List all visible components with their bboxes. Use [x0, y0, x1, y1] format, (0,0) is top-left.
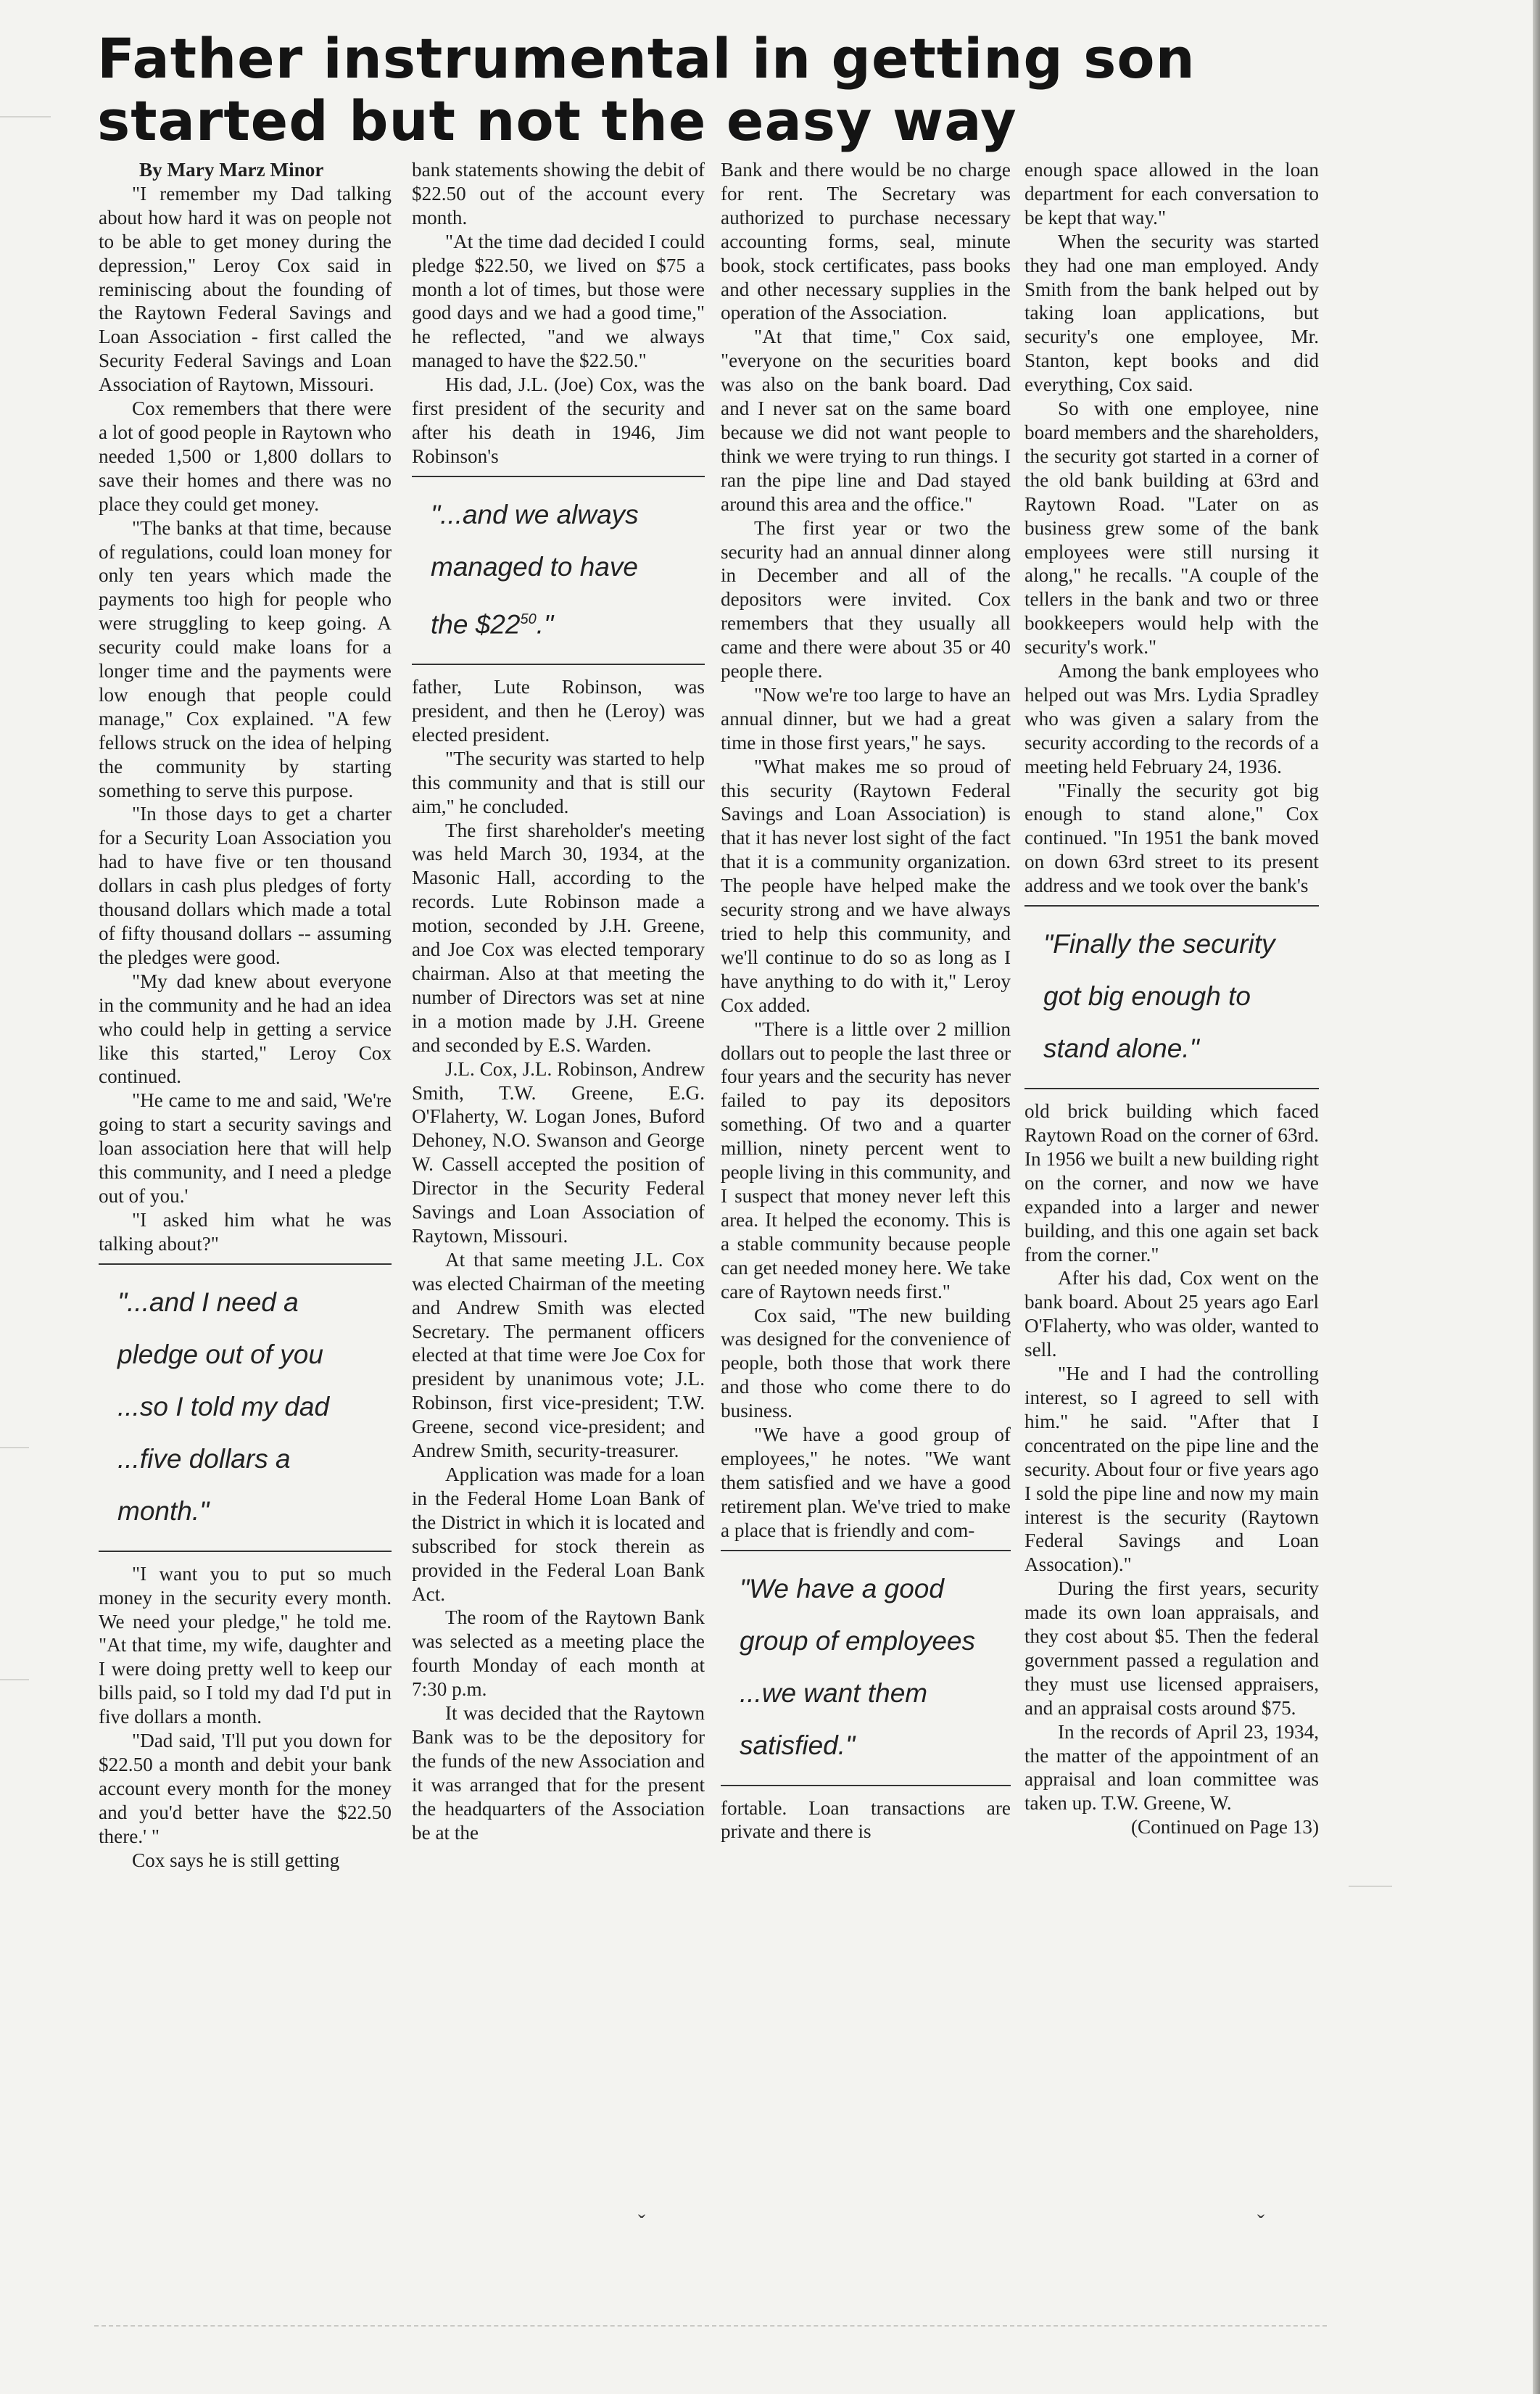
- pull-quote: [99, 1263, 392, 1552]
- paragraph: "I remember my Dad talking about how hard it was on people not to be able to get money during the depression," Leroy Cox said in reminiscing about the founding of the Raytown Federal Savings and Loan Association - first called the Security Federal Savings and Loan Association of Raytown, Missouri.: [99, 182, 392, 396]
- pull-quote-line: ...five dollars a: [117, 1443, 291, 1474]
- fold-line: [94, 2325, 1327, 2327]
- paragraph: "Dad said, 'I'll put you down for $22.50 a month and debit your bank account every month for the money and you'd better have the $22.50 there.' ": [99, 1730, 392, 1847]
- paragraph: So with one employee, nine board members and the shareholders, the security got started in a corner of the old bank building at 63rd and Raytown Road. "Later on as business grew some of the bank employees were still nursing it along," he recalls. "A couple of the tellers in the bank and two or three bookkeepers would help with the security's work.": [1024, 397, 1319, 659]
- paragraph: When the security was started they had one man employed. Andy Smith from the bank helped out by taking loan applications, but security's one employee, Mr. Stanton, kept books and did everything, Cox said.: [1024, 230, 1319, 396]
- pull-quote-line: "We have a good: [740, 1573, 944, 1603]
- pull-quote: [721, 1550, 1011, 1786]
- paragraph: "What makes me so proud of this security (Raytown Federal Savings and Loan Association) is that it has never lost sight of the fact that it is a community organization. The people have helped make the security strong and we have always tried to help this community, and we'll continue to do so as long as I have anything to do with it," Leroy Cox added.: [721, 755, 1011, 1016]
- paragraph: "The security was started to help this community and that is still our aim," he concluded.: [412, 747, 705, 817]
- paragraph: "My dad knew about everyone in the community and he had an idea who could help in getting a service like this started," Leroy Cox continued.: [99, 970, 392, 1088]
- pull-quote-line: got big enough to: [1043, 981, 1251, 1012]
- pull-quote: [412, 476, 705, 665]
- paragraph: In the records of April 23, 1934, the matter of the appointment of an appraisal and loan committee was taken up. T.W. Greene, W.: [1024, 1720, 1319, 1815]
- column-2: [412, 158, 705, 1845]
- paragraph: It was decided that the Raytown Bank was to be the depository for the funds of the new Association and it was arranged that for the present the headquarters of the Association be at the: [412, 1702, 705, 1844]
- column-1: [99, 158, 392, 1872]
- paragraph: "He and I had the controlling interest, so I agreed to sell with him." he said. "After that I concentrated on the pipe line and the security. About four or five years ago I sold the pipe line and now my main interest is the security (Raytown Federal Savings and Loan Assocation).": [1024, 1363, 1319, 1576]
- paragraph: Cox said, "The new building was designed for the convenience of people, both those that work there and those who come there to do business.: [721, 1304, 1011, 1422]
- pull-quote-line: stand alone.": [1043, 1033, 1199, 1064]
- paragraph: fortable. Loan transactions are private and there is: [721, 1796, 1011, 1843]
- pull-quote-amount: the $22: [431, 609, 521, 640]
- paragraph: The first year or two the security had an annual dinner along in December and all of the depositors were invited. Cox remembers that they usually all came and there were about 35 or 40 people there.: [721, 516, 1011, 682]
- paragraph: bank statements showing the debit of $22.50 out of the account every month.: [412, 159, 705, 228]
- column-4: [1024, 158, 1319, 1839]
- paragraph: "The banks at that time, because of regulations, could loan money for only ten years which made the payments too high for people who were struggling to keep going. A security could make loans for a longer time and the payments were low enough that people could manage," Cox explained. "A few fellows struck on the idea of helping the community by starting something to serve this purpose.: [99, 516, 392, 801]
- paragraph: Among the bank employees who helped out was Mrs. Lydia Spradley who was given a salary from the security according to the records of a meeting held February 24, 1936.: [1024, 660, 1319, 777]
- pull-quote-line: managed to have: [431, 551, 638, 582]
- pull-quote-line: "...and we always: [431, 499, 639, 529]
- paragraph: The first shareholder's meeting was held March 30, 1934, at the Masonic Hall, according to the records. Lute Robinson made a motion, seconded by J.H. Greene, and Joe Cox was elected temporary chairman. Also at that meeting the number of Directors was set at nine in a motion made by J.H. Greene and seconded by E.S. Warden.: [412, 819, 705, 1056]
- paragraph: "I asked him what he was talking about?": [99, 1208, 392, 1255]
- paragraph: "I want you to put so much money in the security every month. We need your pledge," he told me. "At that time, my wife, daughter and I were doing pretty well to keep our bills paid, so I told my dad I'd put in five dollars a month.: [99, 1562, 392, 1728]
- paragraph: "We have a good group of employees," he notes. "We want them satisfied and we have a good retirement plan. We've tried to make a place that is friendly and com-: [721, 1424, 1011, 1541]
- paragraph: "In those days to get a charter for a Security Loan Association you had to have five or ten thousand dollars in cash plus pledges of forty thousand dollars which made a total of fifty thousand dollars -- assuming the pledges were good.: [99, 803, 392, 968]
- column-mark: ˇ: [1257, 2211, 1264, 2234]
- pull-quote-line: satisfied.": [740, 1730, 856, 1760]
- paragraph: The room of the Raytown Bank was selected as a meeting place the fourth Monday of each month at 7:30 p.m.: [412, 1606, 705, 1701]
- paragraph: enough space allowed in the loan department for each conversation to be kept that way.": [1024, 159, 1319, 228]
- headline: Father instrumental in getting son started but not the easy way: [97, 26, 1196, 153]
- pull-quote-line: pledge out of you: [117, 1339, 323, 1369]
- paragraph: "He came to me and said, 'We're going to start a security savings and loan association here that will help this community, and I need a pledge out of you.': [99, 1089, 392, 1207]
- margin-mark: [0, 1679, 29, 1680]
- pull-quote-line: [431, 593, 705, 651]
- pull-quote-line: "Finally the security: [1043, 929, 1275, 959]
- paragraph: "At the time dad decided I could pledge $22.50, we lived on $75 a month a lot of times, but those were good days and we had a good time," he reflected, "and we always managed to have the $22.50.": [412, 230, 705, 372]
- pull-quote-close: .": [536, 609, 554, 640]
- pull-quote-cents: 50: [520, 611, 537, 627]
- paragraph: "Finally the security got big enough to stand alone," Cox continued. "In 1951 the bank moved on down 63rd street to its present address and we took over the bank's: [1024, 779, 1319, 897]
- pull-quote-line: group of employees: [740, 1625, 975, 1656]
- paragraph: His dad, J.L. (Joe) Cox, was the first president of the security and after his death in 1946, Jim Robinson's: [412, 373, 705, 467]
- pull-quote: [1024, 905, 1319, 1089]
- paragraph: At that same meeting J.L. Cox was elected Chairman of the meeting and Andrew Smith was elected Secretary. The permanent officers elected at that time were Joe Cox for president by unanimous vote; J.L. Robinson, first vice-president; T.W. Greene, second vice-president; and Andrew Smith, security-treasurer.: [412, 1248, 705, 1462]
- pull-quote-line: "...and I need a: [117, 1287, 299, 1317]
- column-mark: ˇ: [638, 2211, 645, 2234]
- column-3: [721, 158, 1011, 1844]
- paragraph: old brick building which faced Raytown Road on the corner of 63rd. In 1956 we built a new building right on the corner, and now we have expanded into a larger and newer building, and this one again set back from the corner.": [1024, 1100, 1319, 1266]
- continued-note: (Continued on Page 13): [1131, 1816, 1319, 1838]
- paragraph: "There is a little over 2 million dollars out to people the last three or four years and the security has never failed to pay its depositors something. Of two and a quarter million, ninety percent went to people living in this community, and I suspect that money never left this area. It helped the economy. This is a stable community because people can get needed money here. We take care of Raytown needs first.": [721, 1018, 1011, 1303]
- paragraph: Bank and there would be no charge for rent. The Secretary was authorized to purchase necessary accounting forms, seal, minute book, stock certificates, pass books and other necessary supplies in the operation of the Association.: [721, 159, 1011, 324]
- paragraph: After his dad, Cox went on the bank board. About 25 years ago Earl O'Flaherty, who was older, wanted to sell.: [1024, 1267, 1319, 1361]
- margin-mark: [0, 1447, 29, 1448]
- paragraph: During the first years, security made its own loan appraisals, and they cost about $5. Then the federal government passed a regulation and they must use licensed appraisers, and an appraisal costs around $75.: [1024, 1577, 1319, 1719]
- paragraph: father, Lute Robinson, was president, and then he (Leroy) was elected president.: [412, 676, 705, 746]
- pull-quote-line: ...we want them: [740, 1677, 928, 1708]
- paragraph: Application was made for a loan in the Federal Home Loan Bank of the District in which it is located and subscribed for stock therein as provided in the Federal Loan Bank Act.: [412, 1464, 705, 1605]
- paragraph: "Now we're too large to have an annual dinner, but we had a great time in those first years," he says.: [721, 683, 1011, 754]
- page-edge-shadow: [1533, 0, 1540, 2394]
- margin-mark: [0, 116, 51, 117]
- pull-quote-line: month.": [117, 1495, 210, 1526]
- paragraph: J.L. Cox, J.L. Robinson, Andrew Smith, T.W. Greene, E.G. O'Flaherty, W. Logan Jones, Buford Dehoney, N.O. Swanson and George W. Cassell accepted the position of Director in the Security Federal Savings and Loan Association of Raytown, Missouri.: [412, 1057, 705, 1247]
- paragraph: Cox says he is still getting: [132, 1849, 340, 1871]
- paragraph: "At that time," Cox said, "everyone on the securities board was also on the bank board. Dad and I never sat on the same board because we did not want people to think we were trying to run things. I ran the pipe line and Dad stayed around this area and the office.": [721, 326, 1011, 515]
- pull-quote-line: ...so I told my dad: [117, 1391, 330, 1421]
- paragraph: Cox remembers that there were a lot of good people in Raytown who needed 1,500 or 1,800 dollars to save their homes and there was no place they could get money.: [99, 397, 392, 515]
- margin-mark: [1349, 1886, 1392, 1887]
- byline: By Mary Marz Minor: [139, 159, 324, 181]
